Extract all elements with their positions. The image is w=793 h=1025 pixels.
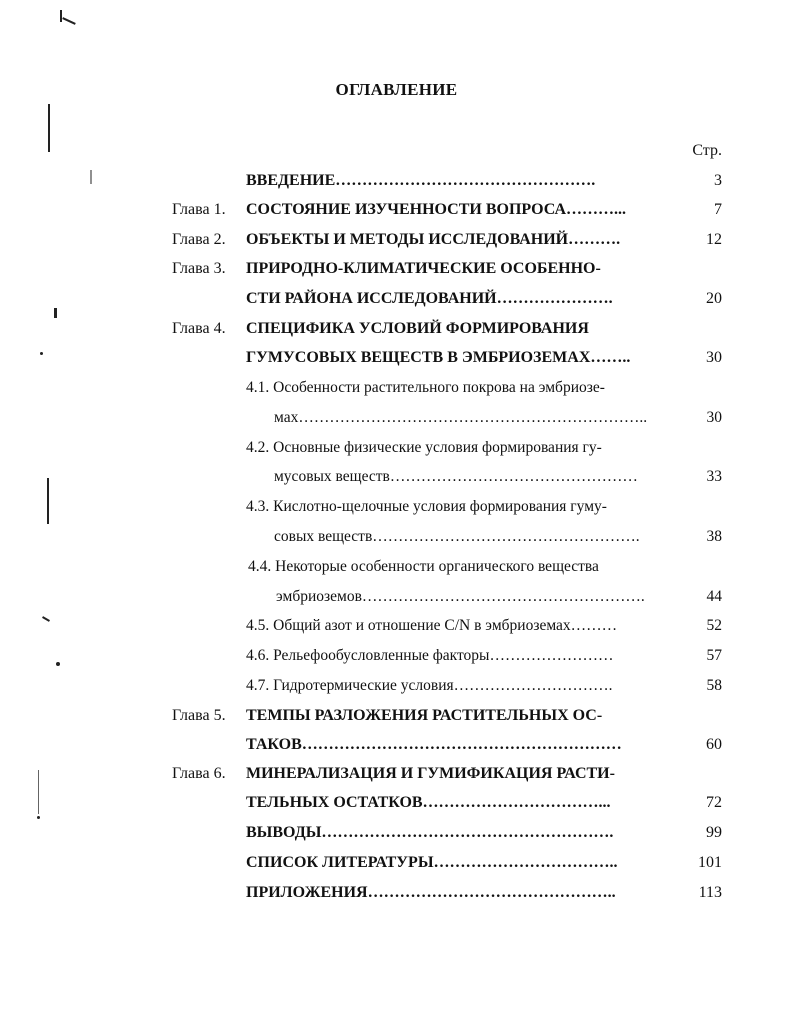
scan-artifact (40, 352, 43, 355)
toc-page-number: 33 (706, 468, 722, 485)
toc-page-number: 101 (698, 854, 722, 871)
toc-entry-text: СОСТОЯНИЕ ИЗУЧЕННОСТИ ВОПРОСА………... (246, 201, 627, 218)
toc-page-number: 52 (706, 617, 722, 634)
toc-entry-text: ТЕМПЫ РАЗЛОЖЕНИЯ РАСТИТЕЛЬНЫХ ОС- (246, 707, 603, 724)
scan-artifact (37, 816, 40, 819)
toc-entry-text: совых веществ……………………………………………. (274, 528, 640, 545)
toc-line (0, 706, 793, 726)
toc-line (0, 853, 793, 873)
toc-line (0, 764, 793, 784)
toc-entry-text: ТЕЛЬНЫХ ОСТАТКОВ……………………………... (246, 794, 611, 811)
chapter-label: Глава 2. (172, 231, 226, 248)
toc-entry-text: 4.1. Особенности растительного покрова на эмбриозе- (246, 379, 605, 396)
scan-artifact (54, 308, 57, 318)
toc-line (0, 793, 793, 813)
scan-artifact (38, 770, 39, 814)
toc-page-number: 60 (706, 736, 722, 753)
toc-line (0, 646, 793, 666)
toc-page-number: 20 (706, 290, 722, 307)
toc-page-number: 30 (706, 409, 722, 426)
toc-entry-text: ВЫВОДЫ………………………………………………. (246, 824, 614, 841)
toc-entry-text: ГУМУСОВЫХ ВЕЩЕСТВ В ЭМБРИОЗЕМАХ…….. (246, 349, 631, 366)
toc-entry-text: 4.7. Гидротермические условия…………………………. (246, 677, 613, 694)
toc-page-number: 58 (706, 677, 722, 694)
toc-line (0, 587, 793, 607)
toc-line (0, 527, 793, 547)
toc-entry-text: 4.3. Кислотно-щелочные условия формирования гуму- (246, 498, 607, 515)
toc-page-number: 113 (698, 884, 722, 901)
toc-entry-text: СПИСОК ЛИТЕРАТУРЫ…………………………….. (246, 854, 618, 871)
scan-artifact (48, 104, 50, 152)
toc-page-number: 57 (706, 647, 722, 664)
toc-entry-text: 4.4. Некоторые особенности органического вещества (248, 558, 599, 575)
scan-artifact (90, 170, 92, 184)
toc-entry-text: ПРИЛОЖЕНИЯ……………………………………….. (246, 884, 616, 901)
toc-entry-text: 4.6. Рельефообусловленные факторы…………………… (246, 647, 614, 664)
toc-page-number: 44 (706, 588, 722, 605)
toc-line (0, 259, 793, 279)
page-title: ОГЛАВЛЕНИЕ (335, 80, 458, 99)
toc-line (0, 171, 793, 191)
chapter-label: Глава 6. (172, 765, 226, 782)
scan-artifact (56, 662, 60, 666)
toc-entry-text: МИНЕРАЛИЗАЦИЯ И ГУМИФИКАЦИЯ РАСТИ- (246, 765, 615, 782)
toc-page-number: 72 (706, 794, 722, 811)
toc-line (0, 616, 793, 636)
chapter-label: Глава 5. (172, 707, 226, 724)
toc-entry-text: 4.2. Основные физические условия формирования гу- (246, 439, 602, 456)
toc-line (0, 319, 793, 339)
scan-artifact (60, 10, 62, 22)
toc-line (0, 557, 793, 577)
toc-page-number: 3 (714, 172, 722, 189)
scan-artifact (47, 478, 49, 524)
chapter-label: Глава 3. (172, 260, 226, 277)
toc-line (0, 378, 793, 398)
toc-page-number: 38 (706, 528, 722, 545)
toc-page-number: 12 (706, 231, 722, 248)
toc-line (0, 883, 793, 903)
toc-entry-text: мусовых веществ………………………………………… (274, 468, 638, 485)
toc-line (0, 348, 793, 368)
chapter-label: Глава 1. (172, 201, 226, 218)
toc-line (0, 676, 793, 696)
toc-entry-text: СТИ РАЙОНА ИССЛЕДОВАНИЙ…………………. (246, 290, 613, 307)
page-column-header: Стр. (692, 142, 722, 159)
chapter-label: Глава 4. (172, 320, 226, 337)
toc-page-number: 99 (706, 824, 722, 841)
toc-line (0, 823, 793, 843)
toc-line (0, 289, 793, 309)
toc-entry-text: 4.5. Общий азот и отношение C/N в эмбриоземах……… (246, 617, 618, 634)
toc-entry-text: ПРИРОДНО-КЛИМАТИЧЕСКИЕ ОСОБЕННО- (246, 260, 601, 277)
toc-line (0, 467, 793, 487)
toc-entry-text: ОБЪЕКТЫ И МЕТОДЫ ИССЛЕДОВАНИЙ………. (246, 231, 621, 248)
toc-entry-text: ВВЕДЕНИЕ…………………………………………. (246, 172, 596, 189)
toc-line (0, 200, 793, 220)
toc-line (0, 230, 793, 250)
toc-page-number: 7 (714, 201, 722, 218)
toc-entry-text: эмбриоземов………………………………………………. (276, 588, 645, 605)
toc-page-number: 30 (706, 349, 722, 366)
toc-line (0, 735, 793, 755)
toc-line (0, 497, 793, 517)
toc-entry-text: СПЕЦИФИКА УСЛОВИЙ ФОРМИРОВАНИЯ (246, 320, 589, 337)
toc-line (0, 408, 793, 428)
toc-entry-text: мах………………………………………………………….. (274, 409, 648, 426)
toc-entry-text: ТАКОВ…………………………………………………… (246, 736, 622, 753)
toc-line (0, 438, 793, 458)
